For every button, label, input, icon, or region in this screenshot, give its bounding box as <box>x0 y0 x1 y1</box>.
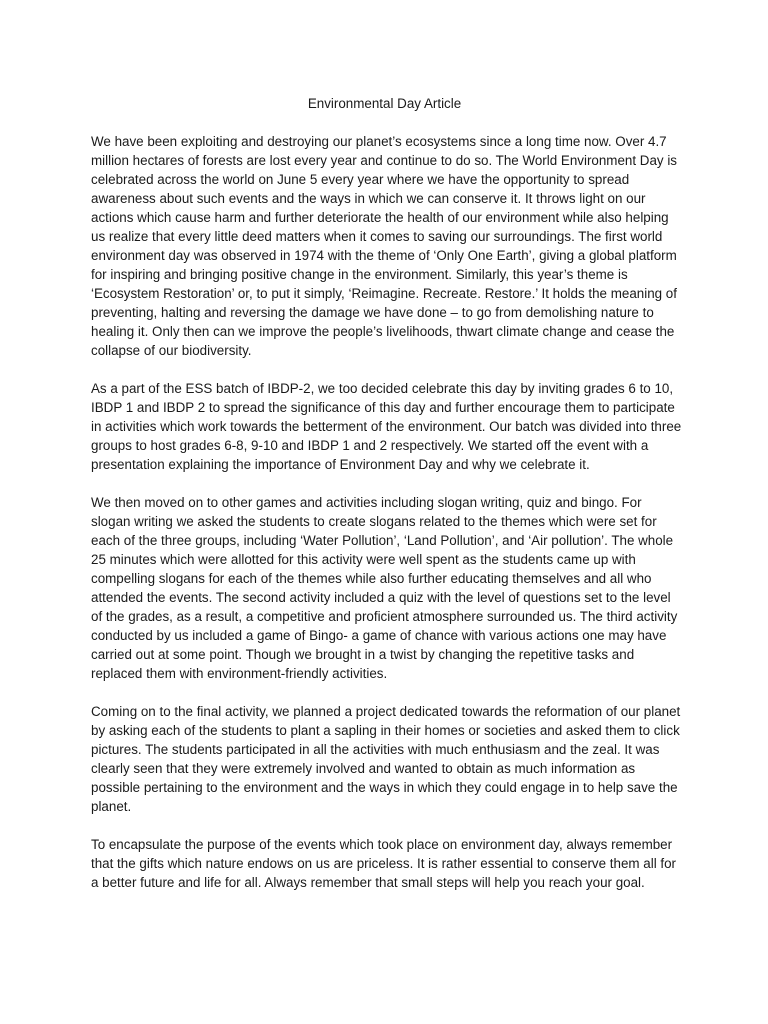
paragraph-intro: We have been exploiting and destroying our planet’s ecosystems since a long time now. Over 4.7 million hectares of forests are lost every year and continue to do so. The World Environment Day is celebrated across the world on June 5 every year where we have the opportunity to spread awareness about such events and the ways in which we can conserve it. It throws light on our actions which cause harm and further deteriorate the health of our environment while also helping us realize that every little deed matters when it comes to saving our surroundings. The first world environment day was observed in 1974 with the theme of ‘Only One Earth’, giving a global platform for inspiring and bringing positive change in the environment. Similarly, this year’s theme is ‘Ecosystem Restoration’ or, to put it simply, ‘Reimagine. Recreate. Restore.’ It holds the meaning of preventing, halting and reversing the damage we have done – to go from demolishing nature to healing it. Only then can we improve the people’s livelihoods, thwart climate change and cease the collapse of our biodiversity. <box>91 134 677 358</box>
paragraph-activities: We then moved on to other games and activities including slogan writing, quiz and bingo. For slogan writing we asked the students to create slogans related to the themes which were set for each of the three groups, including ‘Water Pollution’, ‘Land Pollution’, and ‘Air pollution’. The whole 25 minutes which were allotted for this activity were well spent as the students came up with compelling slogans for each of the themes while also further educating themselves and all who attended the events. The second activity included a quiz with the level of questions set to the level of the grades, as a result, a competitive and proficient atmosphere surrounded us. The third activity conducted by us included a game of Bingo- a game of chance with various actions one may have carried out at some point. Though we brought in a twist by changing the repetitive tasks and replaced them with environment-friendly activities. <box>91 495 678 681</box>
paragraph-ess-batch: As a part of the ESS batch of IBDP-2, we too decided celebrate this day by inviting grades 6 to 10, IBDP 1 and IBDP 2 to spread the significance of this day and further encourage them to participate in activities which work towards the betterment of the environment. Our batch was divided into three groups to host grades 6-8, 9-10 and IBDP 1 and 2 respectively. We started off the event with a presentation explaining the importance of Environment Day and why we celebrate it. <box>91 381 682 472</box>
paragraph-final-activity: Coming on to the final activity, we planned a project dedicated towards the reformation of our planet by asking each of the students to plant a sapling in their homes or societies and asked them to click pictures. The students participated in all the activities with much enthusiasm and the zeal. It was clearly seen that they were extremely involved and wanted to obtain as much information as possible pertaining to the environment and the ways in which they could engage in to help save the planet. <box>91 704 681 814</box>
paragraph-conclusion: To encapsulate the purpose of the events which took place on environment day, always remember that the gifts which nature endows on us are priceless. It is rather essential to conserve them all for a better future and life for all. Always remember that small steps will help you reach your goal. <box>91 837 677 890</box>
document-title: Environmental Day Article <box>307 96 462 111</box>
